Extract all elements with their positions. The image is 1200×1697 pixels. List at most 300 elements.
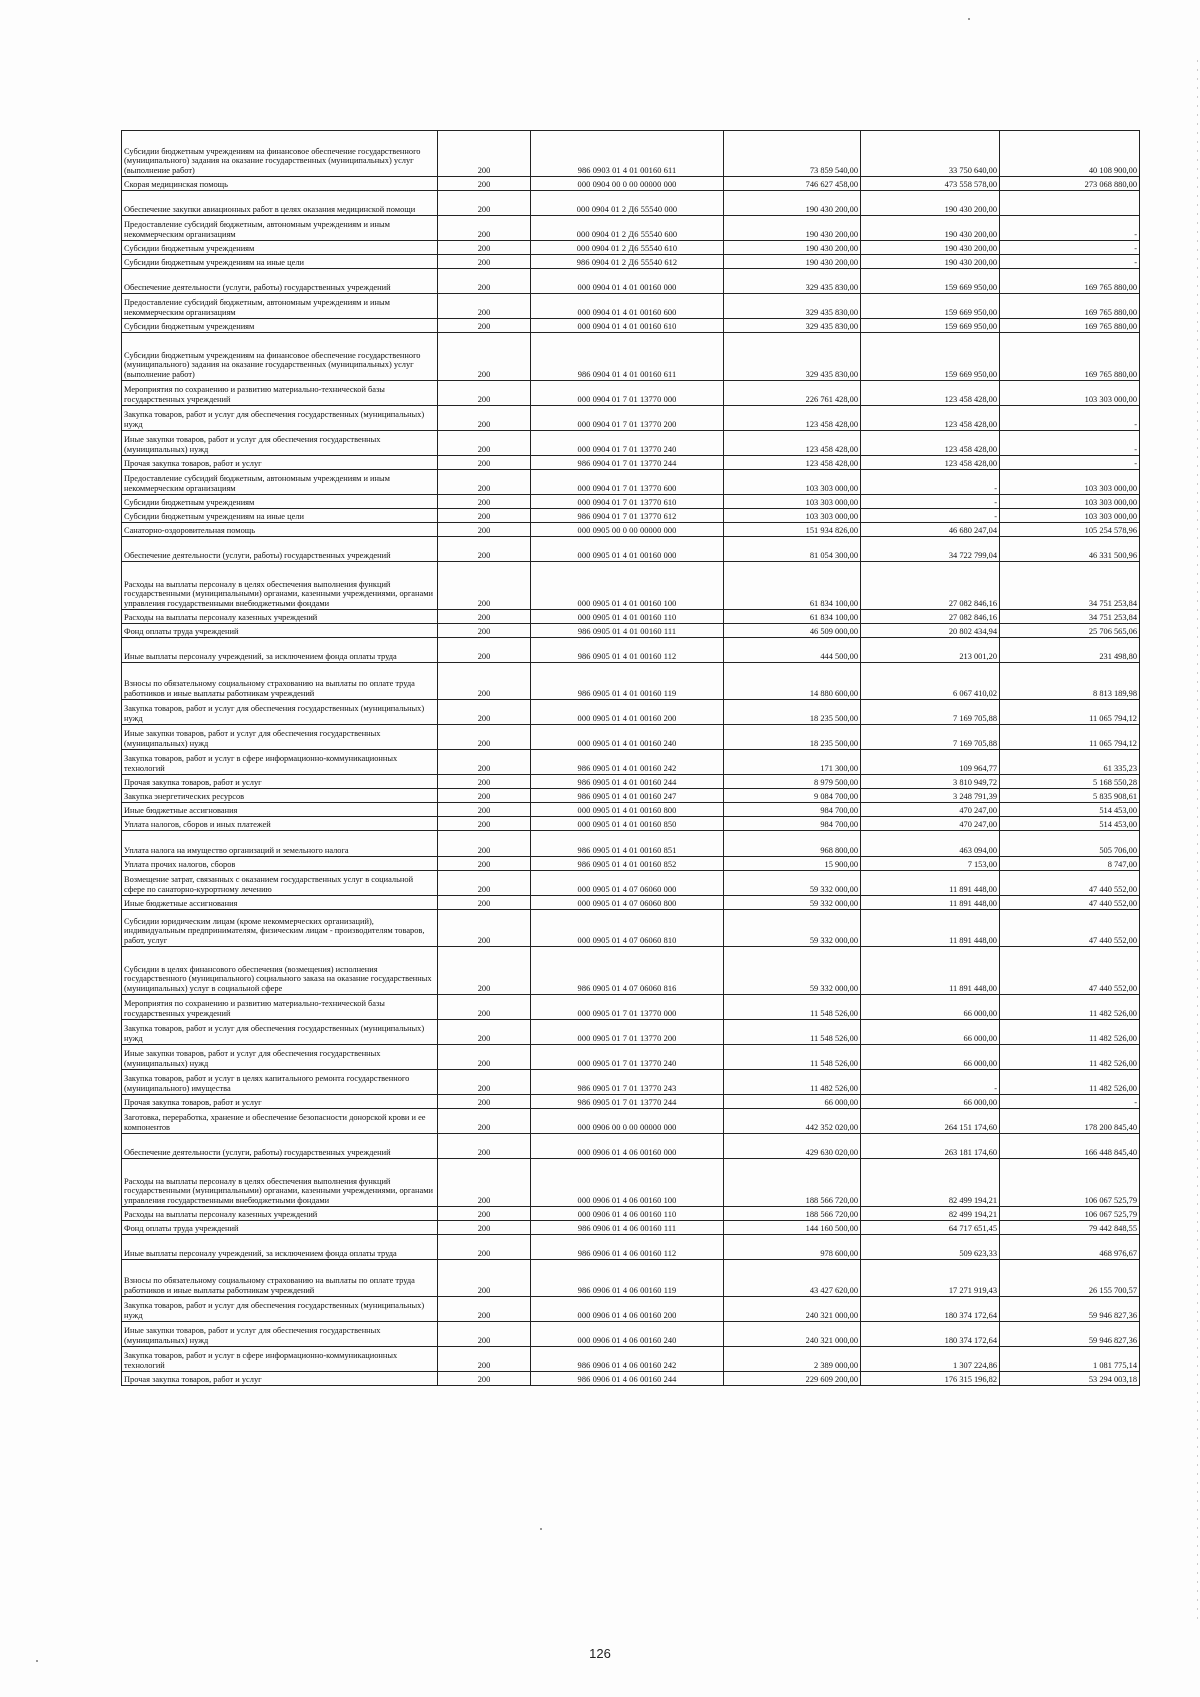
row-line-code: 200: [438, 255, 531, 269]
table-row: [122, 131, 1140, 177]
row-executed-amount: 6 067 410,02: [861, 663, 1000, 700]
row-budget-code: 000 0905 01 4 07 06060 810: [531, 910, 724, 947]
row-line-code: 200: [438, 1235, 531, 1260]
row-line-code: 200: [438, 803, 531, 817]
row-name: Санаторно-оздоровительная помощь: [122, 523, 438, 537]
row-line-code: 200: [438, 1372, 531, 1386]
row-executed-amount: 180 374 172,64: [861, 1297, 1000, 1322]
row-unexecuted-amount: 11 482 526,00: [1000, 1020, 1140, 1045]
row-unexecuted-amount: -: [1000, 216, 1140, 241]
row-executed-amount: 33 750 640,00: [861, 131, 1000, 177]
table-row: [122, 1207, 1140, 1221]
row-name: Фонд оплаты труда учреждений: [122, 1221, 438, 1235]
table-row: [122, 638, 1140, 663]
row-line-code: 200: [438, 817, 531, 831]
row-approved-amount: 66 000,00: [724, 1095, 861, 1109]
row-approved-amount: 9 084 700,00: [724, 789, 861, 803]
row-budget-code: 986 0905 01 4 01 00160 119: [531, 663, 724, 700]
row-name: Закупка товаров, работ и услуг в сфере информационно-коммуникационных технологий: [122, 750, 438, 775]
row-name: Расходы на выплаты персоналу в целях обеспечения выполнения функций государственными (муниципальными) органами, казенными учреждениями, органами управления государственными внебюджетными фондами: [122, 562, 438, 610]
row-budget-code: 000 0904 01 2 Д6 55540 000: [531, 191, 724, 216]
row-approved-amount: 11 482 526,00: [724, 1070, 861, 1095]
row-executed-amount: 46 680 247,04: [861, 523, 1000, 537]
row-unexecuted-amount: 11 065 794,12: [1000, 725, 1140, 750]
row-budget-code: 000 0904 01 7 01 13770 600: [531, 470, 724, 495]
row-budget-code: 000 0906 01 4 06 00160 200: [531, 1297, 724, 1322]
row-unexecuted-amount: 231 498,80: [1000, 638, 1140, 663]
row-approved-amount: 59 332 000,00: [724, 871, 861, 896]
row-name: Субсидии юридическим лицам (кроме некоммерческих организаций), индивидуальным предпринимателям, физическим лицам - производителям товаров, работ, услуг: [122, 910, 438, 947]
table-row: [122, 255, 1140, 269]
row-executed-amount: -: [861, 495, 1000, 509]
row-budget-code: 986 0905 01 4 01 00160 112: [531, 638, 724, 663]
row-budget-code: 000 0904 01 4 01 00160 600: [531, 294, 724, 319]
row-line-code: 200: [438, 1260, 531, 1297]
row-executed-amount: 66 000,00: [861, 995, 1000, 1020]
row-budget-code: 000 0906 00 0 00 00000 000: [531, 1109, 724, 1134]
row-approved-amount: 746 627 458,00: [724, 177, 861, 191]
row-approved-amount: 18 235 500,00: [724, 725, 861, 750]
row-approved-amount: 978 600,00: [724, 1235, 861, 1260]
row-executed-amount: 66 000,00: [861, 1045, 1000, 1070]
row-approved-amount: 73 859 540,00: [724, 131, 861, 177]
row-approved-amount: 59 332 000,00: [724, 910, 861, 947]
row-unexecuted-amount: 178 200 845,40: [1000, 1109, 1140, 1134]
row-unexecuted-amount: 514 453,00: [1000, 803, 1140, 817]
row-line-code: 200: [438, 216, 531, 241]
row-approved-amount: 61 834 100,00: [724, 562, 861, 610]
table-row: [122, 857, 1140, 871]
row-approved-amount: 103 303 000,00: [724, 509, 861, 523]
row-executed-amount: 159 669 950,00: [861, 333, 1000, 381]
row-budget-code: 000 0905 00 0 00 00000 000: [531, 523, 724, 537]
table-row: [122, 1372, 1140, 1386]
row-line-code: 200: [438, 381, 531, 406]
row-approved-amount: 11 548 526,00: [724, 1020, 861, 1045]
row-line-code: 200: [438, 177, 531, 191]
row-approved-amount: 59 332 000,00: [724, 947, 861, 995]
row-name: Прочая закупка товаров, работ и услуг: [122, 1372, 438, 1386]
row-name: Иные закупки товаров, работ и услуг для обеспечения государственных (муниципальных) нужд: [122, 431, 438, 456]
row-executed-amount: 263 181 174,60: [861, 1134, 1000, 1159]
row-approved-amount: 984 700,00: [724, 817, 861, 831]
row-budget-code: 000 0905 01 4 01 00160 100: [531, 562, 724, 610]
table-row: [122, 1134, 1140, 1159]
row-name: Обеспечение деятельности (услуги, работы) государственных учреждений: [122, 1134, 438, 1159]
row-approved-amount: 14 880 600,00: [724, 663, 861, 700]
row-executed-amount: 82 499 194,21: [861, 1207, 1000, 1221]
row-name: Иные бюджетные ассигнования: [122, 896, 438, 910]
row-name: Взносы по обязательному социальному страхованию на выплаты по оплате труда работников и иные выплаты работникам учреждений: [122, 1260, 438, 1297]
row-approved-amount: 442 352 020,00: [724, 1109, 861, 1134]
row-unexecuted-amount: 11 482 526,00: [1000, 995, 1140, 1020]
row-line-code: 200: [438, 131, 531, 177]
row-unexecuted-amount: 26 155 700,57: [1000, 1260, 1140, 1297]
row-executed-amount: 7 169 705,88: [861, 725, 1000, 750]
table-row: [122, 431, 1140, 456]
row-approved-amount: 8 979 500,00: [724, 775, 861, 789]
row-approved-amount: 190 430 200,00: [724, 216, 861, 241]
row-budget-code: 000 0904 01 7 01 13770 610: [531, 495, 724, 509]
row-budget-code: 986 0905 01 7 01 13770 244: [531, 1095, 724, 1109]
row-unexecuted-amount: 47 440 552,00: [1000, 910, 1140, 947]
row-executed-amount: 11 891 448,00: [861, 871, 1000, 896]
table-row: [122, 177, 1140, 191]
row-unexecuted-amount: 34 751 253,84: [1000, 610, 1140, 624]
row-name: Мероприятия по сохранению и развитию материально-технической базы государственных учреждений: [122, 381, 438, 406]
row-approved-amount: 15 900,00: [724, 857, 861, 871]
row-unexecuted-amount: 514 453,00: [1000, 817, 1140, 831]
row-line-code: 200: [438, 294, 531, 319]
row-approved-amount: 329 435 830,00: [724, 333, 861, 381]
row-budget-code: 000 0904 01 2 Д6 55540 600: [531, 216, 724, 241]
table-row: [122, 624, 1140, 638]
row-name: Обеспечение закупки авиационных работ в целях оказания медицинской помощи: [122, 191, 438, 216]
row-executed-amount: 509 623,33: [861, 1235, 1000, 1260]
row-approved-amount: 46 509 000,00: [724, 624, 861, 638]
row-budget-code: 000 0904 01 4 01 00160 000: [531, 269, 724, 294]
row-name: Иные закупки товаров, работ и услуг для обеспечения государственных (муниципальных) нужд: [122, 1045, 438, 1070]
row-unexecuted-amount: 169 765 880,00: [1000, 333, 1140, 381]
row-name: Предоставление субсидий бюджетным, автономным учреждениям и иным некоммерческим организациям: [122, 470, 438, 495]
table-row: [122, 333, 1140, 381]
row-executed-amount: 159 669 950,00: [861, 269, 1000, 294]
row-approved-amount: 226 761 428,00: [724, 381, 861, 406]
row-budget-code: 986 0906 01 4 06 00160 119: [531, 1260, 724, 1297]
table-row: [122, 562, 1140, 610]
row-unexecuted-amount: 59 946 827,36: [1000, 1297, 1140, 1322]
table-row: [122, 269, 1140, 294]
row-unexecuted-amount: 59 946 827,36: [1000, 1322, 1140, 1347]
row-name: Предоставление субсидий бюджетным, автономным учреждениям и иным некоммерческим организациям: [122, 294, 438, 319]
row-executed-amount: 11 891 448,00: [861, 910, 1000, 947]
row-budget-code: 000 0905 01 4 01 00160 000: [531, 537, 724, 562]
row-approved-amount: 171 300,00: [724, 750, 861, 775]
table-row: [122, 523, 1140, 537]
row-executed-amount: 109 964,77: [861, 750, 1000, 775]
row-unexecuted-amount: 5 168 550,28: [1000, 775, 1140, 789]
row-line-code: 200: [438, 406, 531, 431]
row-unexecuted-amount: -: [1000, 406, 1140, 431]
row-unexecuted-amount: 103 303 000,00: [1000, 470, 1140, 495]
row-name: Субсидии бюджетным учреждениям: [122, 495, 438, 509]
row-name: Расходы на выплаты персоналу в целях обеспечения выполнения функций государственными (муниципальными) органами, казенными учреждениями, органами управления государственными внебюджетными фондами: [122, 1159, 438, 1207]
row-approved-amount: 329 435 830,00: [724, 294, 861, 319]
row-executed-amount: 64 717 651,45: [861, 1221, 1000, 1235]
row-line-code: 200: [438, 470, 531, 495]
table-row: [122, 191, 1140, 216]
row-name: Субсидии бюджетным учреждениям на иные цели: [122, 255, 438, 269]
row-unexecuted-amount: 106 067 525,79: [1000, 1207, 1140, 1221]
row-budget-code: 000 0904 01 2 Д6 55540 610: [531, 241, 724, 255]
row-line-code: 200: [438, 191, 531, 216]
row-line-code: 200: [438, 750, 531, 775]
row-approved-amount: 240 321 000,00: [724, 1322, 861, 1347]
row-unexecuted-amount: 47 440 552,00: [1000, 871, 1140, 896]
table-row: [122, 817, 1140, 831]
row-name: Иные закупки товаров, работ и услуг для обеспечения государственных (муниципальных) нужд: [122, 1322, 438, 1347]
table-row: [122, 470, 1140, 495]
row-executed-amount: 213 001,20: [861, 638, 1000, 663]
row-unexecuted-amount: 103 303 000,00: [1000, 509, 1140, 523]
row-approved-amount: 123 458 428,00: [724, 431, 861, 456]
row-approved-amount: 11 548 526,00: [724, 995, 861, 1020]
row-approved-amount: 59 332 000,00: [724, 896, 861, 910]
row-budget-code: 986 0905 01 4 01 00160 244: [531, 775, 724, 789]
budget-table: [121, 130, 1140, 1386]
table-row: [122, 406, 1140, 431]
row-approved-amount: 123 458 428,00: [724, 406, 861, 431]
row-line-code: 200: [438, 857, 531, 871]
scan-speck: [540, 1528, 542, 1530]
row-approved-amount: 43 427 620,00: [724, 1260, 861, 1297]
table-row: [122, 1109, 1140, 1134]
row-line-code: 200: [438, 638, 531, 663]
row-executed-amount: 27 082 846,16: [861, 562, 1000, 610]
row-line-code: 200: [438, 509, 531, 523]
row-name: Уплата налогов, сборов и иных платежей: [122, 817, 438, 831]
row-line-code: 200: [438, 562, 531, 610]
row-budget-code: 986 0905 01 4 01 00160 851: [531, 831, 724, 857]
row-unexecuted-amount: 47 440 552,00: [1000, 896, 1140, 910]
table-row: [122, 896, 1140, 910]
table-row: [122, 1297, 1140, 1322]
table-row: [122, 803, 1140, 817]
row-line-code: 200: [438, 319, 531, 333]
row-unexecuted-amount: 468 976,67: [1000, 1235, 1140, 1260]
row-budget-code: 986 0905 01 7 01 13770 243: [531, 1070, 724, 1095]
row-name: Закупка товаров, работ и услуг для обеспечения государственных (муниципальных) нужд: [122, 1297, 438, 1322]
row-executed-amount: 123 458 428,00: [861, 456, 1000, 470]
page-number: 126: [589, 1646, 611, 1661]
row-line-code: 200: [438, 1095, 531, 1109]
row-name: Взносы по обязательному социальному страхованию на выплаты по оплате труда работников и иные выплаты работникам учреждений: [122, 663, 438, 700]
row-budget-code: 000 0905 01 4 01 00160 110: [531, 610, 724, 624]
row-executed-amount: 190 430 200,00: [861, 255, 1000, 269]
row-executed-amount: 11 891 448,00: [861, 947, 1000, 995]
table-row: [122, 910, 1140, 947]
row-name: Расходы на выплаты персоналу казенных учреждений: [122, 610, 438, 624]
row-unexecuted-amount: 103 303 000,00: [1000, 381, 1140, 406]
row-budget-code: 986 0906 01 4 06 00160 111: [531, 1221, 724, 1235]
row-executed-amount: 66 000,00: [861, 1020, 1000, 1045]
row-unexecuted-amount: 169 765 880,00: [1000, 294, 1140, 319]
row-budget-code: 000 0905 01 4 07 06060 000: [531, 871, 724, 896]
row-approved-amount: 329 435 830,00: [724, 269, 861, 294]
row-name: Закупка товаров, работ и услуг для обеспечения государственных (муниципальных) нужд: [122, 1020, 438, 1045]
row-name: Иные выплаты персоналу учреждений, за исключением фонда оплаты труда: [122, 638, 438, 663]
row-executed-amount: 190 430 200,00: [861, 241, 1000, 255]
row-line-code: 200: [438, 1297, 531, 1322]
row-unexecuted-amount: 46 331 500,96: [1000, 537, 1140, 562]
row-approved-amount: 123 458 428,00: [724, 456, 861, 470]
table-row: [122, 871, 1140, 896]
scan-speck: [968, 18, 970, 20]
table-row: [122, 947, 1140, 995]
row-approved-amount: 2 389 000,00: [724, 1347, 861, 1372]
row-budget-code: 986 0904 01 2 Д6 55540 612: [531, 255, 724, 269]
row-executed-amount: 470 247,00: [861, 803, 1000, 817]
row-approved-amount: 444 500,00: [724, 638, 861, 663]
table-row: [122, 663, 1140, 700]
row-budget-code: 986 0904 01 4 01 00160 611: [531, 333, 724, 381]
row-approved-amount: 190 430 200,00: [724, 241, 861, 255]
row-budget-code: 986 0906 01 4 06 00160 244: [531, 1372, 724, 1386]
row-unexecuted-amount: 1 081 775,14: [1000, 1347, 1140, 1372]
row-executed-amount: -: [861, 509, 1000, 523]
row-name: Закупка товаров, работ и услуг для обеспечения государственных (муниципальных) нужд: [122, 406, 438, 431]
row-unexecuted-amount: 105 254 578,96: [1000, 523, 1140, 537]
row-unexecuted-amount: 61 335,23: [1000, 750, 1140, 775]
row-name: Обеспечение деятельности (услуги, работы) государственных учреждений: [122, 537, 438, 562]
row-budget-code: 000 0904 01 7 01 13770 200: [531, 406, 724, 431]
row-name: Иные выплаты персоналу учреждений, за исключением фонда оплаты труда: [122, 1235, 438, 1260]
table-row: [122, 995, 1140, 1020]
row-unexecuted-amount: 40 108 900,00: [1000, 131, 1140, 177]
row-executed-amount: 3 248 791,39: [861, 789, 1000, 803]
row-executed-amount: 176 315 196,82: [861, 1372, 1000, 1386]
row-line-code: 200: [438, 995, 531, 1020]
table-row: [122, 216, 1140, 241]
table-row: [122, 610, 1140, 624]
row-name: Субсидии бюджетным учреждениям на финансовое обеспечение государственного (муниципального) задания на оказание государственных (муниципальных) услуг (выполнение работ): [122, 131, 438, 177]
row-budget-code: 000 0904 01 7 01 13770 240: [531, 431, 724, 456]
row-executed-amount: 473 558 578,00: [861, 177, 1000, 191]
row-approved-amount: 11 548 526,00: [724, 1045, 861, 1070]
row-budget-code: 986 0905 01 4 07 06060 816: [531, 947, 724, 995]
row-line-code: 200: [438, 775, 531, 789]
row-executed-amount: 190 430 200,00: [861, 216, 1000, 241]
row-executed-amount: 17 271 919,43: [861, 1260, 1000, 1297]
row-unexecuted-amount: -: [1000, 241, 1140, 255]
row-line-code: 200: [438, 1347, 531, 1372]
row-executed-amount: 34 722 799,04: [861, 537, 1000, 562]
row-budget-code: 000 0905 01 4 01 00160 800: [531, 803, 724, 817]
row-approved-amount: 190 430 200,00: [724, 191, 861, 216]
table-row: [122, 1159, 1140, 1207]
row-unexecuted-amount: 505 706,00: [1000, 831, 1140, 857]
row-budget-code: 000 0905 01 4 01 00160 200: [531, 700, 724, 725]
row-name: Прочая закупка товаров, работ и услуг: [122, 775, 438, 789]
row-budget-code: 986 0905 01 4 01 00160 111: [531, 624, 724, 638]
row-unexecuted-amount: -: [1000, 255, 1140, 269]
row-executed-amount: 180 374 172,64: [861, 1322, 1000, 1347]
row-line-code: 200: [438, 333, 531, 381]
row-name: Мероприятия по сохранению и развитию материально-технической базы государственных учреждений: [122, 995, 438, 1020]
row-budget-code: 000 0904 00 0 00 00000 000: [531, 177, 724, 191]
row-line-code: 200: [438, 456, 531, 470]
row-budget-code: 000 0905 01 7 01 13770 200: [531, 1020, 724, 1045]
row-approved-amount: 151 934 826,00: [724, 523, 861, 537]
table-row: [122, 241, 1140, 255]
row-line-code: 200: [438, 1020, 531, 1045]
row-unexecuted-amount: 8 813 189,98: [1000, 663, 1140, 700]
row-line-code: 200: [438, 1134, 531, 1159]
table-row: [122, 1020, 1140, 1045]
row-unexecuted-amount: 273 068 880,00: [1000, 177, 1140, 191]
row-name: Обеспечение деятельности (услуги, работы) государственных учреждений: [122, 269, 438, 294]
row-budget-code: 986 0904 01 7 01 13770 244: [531, 456, 724, 470]
row-unexecuted-amount: 5 835 908,61: [1000, 789, 1140, 803]
table-row: [122, 789, 1140, 803]
row-executed-amount: 7 169 705,88: [861, 700, 1000, 725]
row-approved-amount: 18 235 500,00: [724, 700, 861, 725]
row-executed-amount: 1 307 224,86: [861, 1347, 1000, 1372]
row-name: Субсидии в целях финансового обеспечения (возмещения) исполнения государственного (муниципального) социального заказа на оказание государственных (муниципальных) услуг в социальной сфере: [122, 947, 438, 995]
row-unexecuted-amount: -: [1000, 1095, 1140, 1109]
row-name: Уплата налога на имущество организаций и земельного налога: [122, 831, 438, 857]
table-row: [122, 1260, 1140, 1297]
row-unexecuted-amount: 169 765 880,00: [1000, 319, 1140, 333]
row-budget-code: 000 0904 01 7 01 13770 000: [531, 381, 724, 406]
row-line-code: 200: [438, 1045, 531, 1070]
row-budget-code: 000 0905 01 7 01 13770 000: [531, 995, 724, 1020]
row-budget-code: 000 0904 01 4 01 00160 610: [531, 319, 724, 333]
row-line-code: 200: [438, 896, 531, 910]
row-executed-amount: 27 082 846,16: [861, 610, 1000, 624]
row-budget-code: 986 0903 01 4 01 00160 611: [531, 131, 724, 177]
table-row: [122, 1221, 1140, 1235]
row-approved-amount: 81 054 300,00: [724, 537, 861, 562]
row-line-code: 200: [438, 910, 531, 947]
table-row: [122, 495, 1140, 509]
table-row: [122, 537, 1140, 562]
row-budget-code: 000 0906 01 4 06 00160 000: [531, 1134, 724, 1159]
scan-speck: [36, 1660, 38, 1662]
table-row: [122, 750, 1140, 775]
row-unexecuted-amount: 103 303 000,00: [1000, 495, 1140, 509]
budget-table-body: [122, 131, 1140, 1386]
table-row: [122, 1235, 1140, 1260]
row-unexecuted-amount: 79 442 848,55: [1000, 1221, 1140, 1235]
row-line-code: 200: [438, 1109, 531, 1134]
row-line-code: 200: [438, 241, 531, 255]
row-name: Возмещение затрат, связанных с оказанием государственных услуг в социальной сфере по санаторно-курортному лечению: [122, 871, 438, 896]
row-name: Субсидии бюджетным учреждениям на иные цели: [122, 509, 438, 523]
row-name: Иные закупки товаров, работ и услуг для обеспечения государственных (муниципальных) нужд: [122, 725, 438, 750]
row-line-code: 200: [438, 789, 531, 803]
row-name: Субсидии бюджетным учреждениям: [122, 241, 438, 255]
table-row: [122, 1045, 1140, 1070]
row-name: Фонд оплаты труда учреждений: [122, 624, 438, 638]
row-approved-amount: 103 303 000,00: [724, 470, 861, 495]
row-executed-amount: 82 499 194,21: [861, 1159, 1000, 1207]
row-unexecuted-amount: 53 294 003,18: [1000, 1372, 1140, 1386]
row-budget-code: 986 0906 01 4 06 00160 112: [531, 1235, 724, 1260]
row-executed-amount: 20 802 434,94: [861, 624, 1000, 638]
row-line-code: 200: [438, 1221, 531, 1235]
row-line-code: 200: [438, 523, 531, 537]
row-budget-code: 986 0905 01 4 01 00160 852: [531, 857, 724, 871]
row-executed-amount: 159 669 950,00: [861, 319, 1000, 333]
row-line-code: 200: [438, 725, 531, 750]
table-row: [122, 381, 1140, 406]
row-executed-amount: 66 000,00: [861, 1095, 1000, 1109]
row-line-code: 200: [438, 1070, 531, 1095]
row-line-code: 200: [438, 537, 531, 562]
row-approved-amount: 229 609 200,00: [724, 1372, 861, 1386]
row-approved-amount: 190 430 200,00: [724, 255, 861, 269]
row-approved-amount: 144 160 500,00: [724, 1221, 861, 1235]
row-executed-amount: -: [861, 470, 1000, 495]
table-row: [122, 509, 1140, 523]
row-executed-amount: 264 151 174,60: [861, 1109, 1000, 1134]
row-name: Расходы на выплаты персоналу казенных учреждений: [122, 1207, 438, 1221]
row-approved-amount: 103 303 000,00: [724, 495, 861, 509]
row-budget-code: 986 0906 01 4 06 00160 242: [531, 1347, 724, 1372]
row-line-code: 200: [438, 947, 531, 995]
table-row: [122, 725, 1140, 750]
